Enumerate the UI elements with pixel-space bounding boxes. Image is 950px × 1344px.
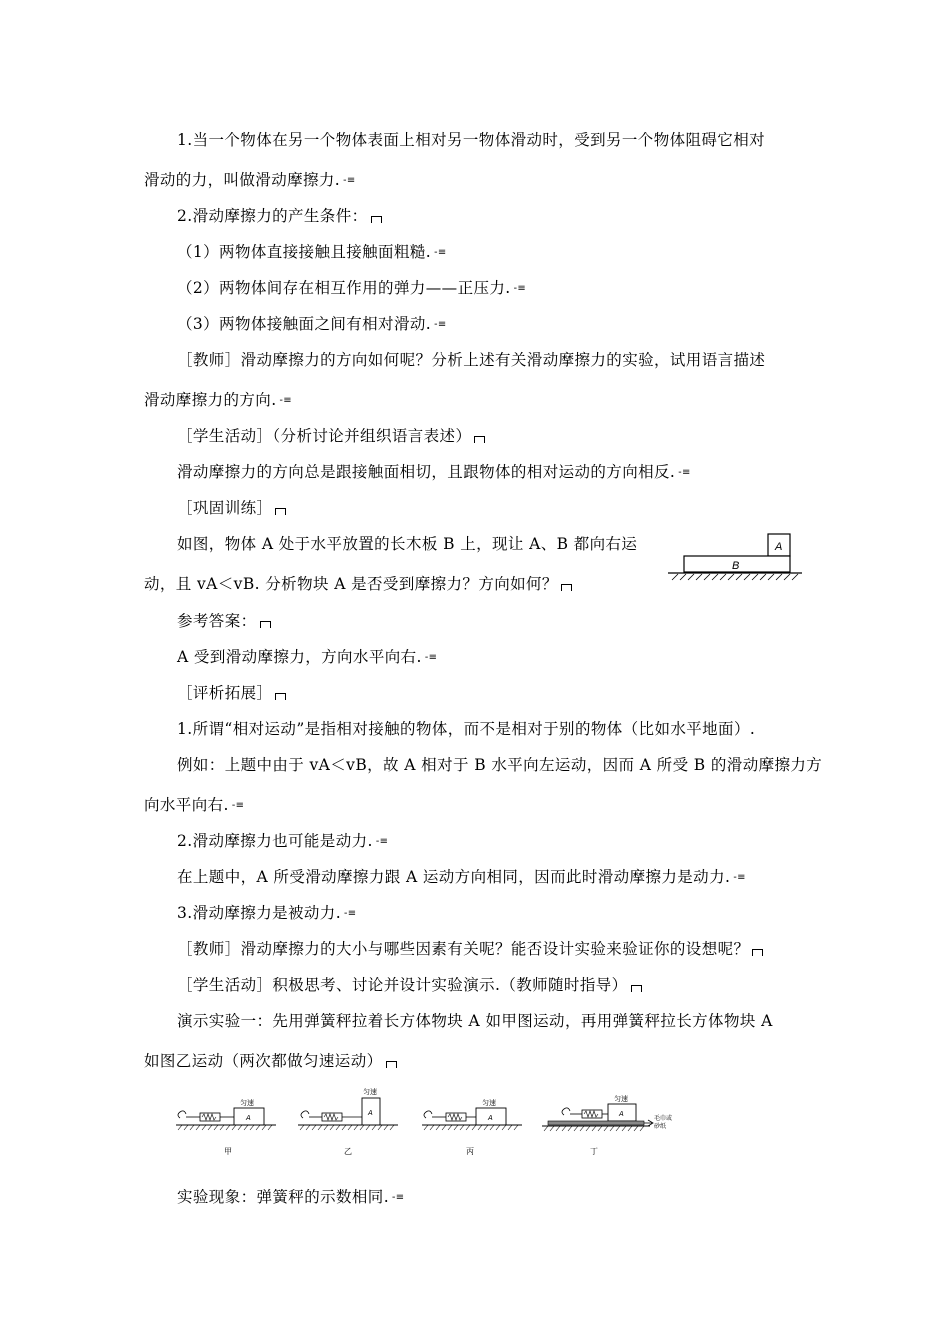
text-line-16: ［评析拓展］ xyxy=(177,683,286,703)
caption-ding: 丁 xyxy=(590,1147,598,1156)
text-line-2: 滑动的力，叫做滑动摩擦力. -≡ xyxy=(144,171,356,189)
board-b-label: B xyxy=(732,560,740,572)
text-line-27: 实验现象：弹簧秤的示数相同. -≡ xyxy=(177,1188,405,1206)
caption-yi: 乙 xyxy=(344,1147,352,1156)
text-line-13: 动，且 vA＜vB. 分析物块 A 是否受到摩擦力？方向如何？ xyxy=(144,574,572,594)
text-line-21: 在上题中，A 所受滑动摩擦力跟 A 运动方向相同，因而此时滑动摩擦力是动力. -≡ xyxy=(177,868,746,886)
experiment-yi xyxy=(298,1087,398,1156)
svg-text:A: A xyxy=(368,1110,373,1117)
text-line-5: （2）两物体间存在相互作用的弹力——正压力. -≡ xyxy=(177,279,527,297)
text-line-18: 例如：上题中由于 vA＜vB，故 A 相对于 B 水平向左运动，因而 A 所受 B 的滑动摩擦力方 xyxy=(177,756,823,774)
text-line-11: ［巩固训练］ xyxy=(177,498,286,518)
svg-text:毛巾或: 毛巾或 xyxy=(654,1116,673,1122)
caption-bing: 丙 xyxy=(466,1147,474,1156)
svg-text:A: A xyxy=(619,1111,624,1118)
text-line-23: ［教师］滑动摩擦力的大小与哪些因素有关呢？能否设计实验来验证你的设想呢？ xyxy=(177,939,763,959)
caption-jia: 甲 xyxy=(224,1147,232,1156)
svg-text:匀速: 匀速 xyxy=(363,1089,377,1096)
svg-text:匀速: 匀速 xyxy=(482,1100,496,1107)
text-line-8: 滑动摩擦力的方向. -≡ xyxy=(144,391,293,409)
svg-text:砂纸: 砂纸 xyxy=(654,1124,667,1130)
text-line-7: ［教师］滑动摩擦力的方向如何呢？分析上述有关滑动摩擦力的实验，试用语言描述 xyxy=(177,351,766,369)
text-line-20: 2.滑动摩擦力也可能是动力. -≡ xyxy=(177,832,389,850)
svg-text:A: A xyxy=(246,1115,251,1122)
text-line-9: ［学生活动］（分析讨论并组织语言表述） xyxy=(177,426,485,446)
svg-text:匀速: 匀速 xyxy=(614,1096,628,1103)
experiment-bing xyxy=(422,1098,522,1156)
figure-spring-scale-experiments xyxy=(176,1082,696,1164)
block-a-label: A xyxy=(775,541,783,553)
svg-text:A: A xyxy=(488,1115,493,1122)
text-line-10: 滑动摩擦力的方向总是跟接触面相切，且跟物体的相对运动的方向相反. -≡ xyxy=(177,463,691,481)
text-line-14: 参考答案： xyxy=(177,611,271,631)
text-line-22: 3.滑动摩擦力是被动力. -≡ xyxy=(177,904,357,922)
experiment-ding xyxy=(542,1094,672,1156)
text-line-17: 1.所谓“相对运动”是指相对接触的物体，而不是相对于别的物体（比如水平地面）. xyxy=(177,720,756,738)
text-line-24: ［学生活动］积极思考、讨论并设计实验演示.（教师随时指导） xyxy=(177,975,642,995)
svg-text:匀速: 匀速 xyxy=(240,1100,254,1107)
text-line-4: （1）两物体直接接触且接触面粗糙. -≡ xyxy=(177,243,447,261)
experiment-jia xyxy=(176,1098,276,1156)
text-line-1: 1.当一个物体在另一个物体表面上相对另一物体滑动时，受到另一个物体阻碍它相对 xyxy=(177,131,765,149)
text-line-6: （3）两物体接触面之间有相对滑动. -≡ xyxy=(177,315,447,333)
text-line-3: 2.滑动摩擦力的产生条件： xyxy=(177,206,382,226)
text-line-15: A 受到滑动摩擦力，方向水平向右. -≡ xyxy=(177,648,438,666)
figure-block-on-board xyxy=(668,532,808,590)
text-line-25: 演示实验一：先用弹簧秤拉着长方体物块 A 如甲图运动，再用弹簧秤拉长方体物块 A xyxy=(177,1012,773,1030)
text-line-19: 向水平向右. -≡ xyxy=(144,796,245,814)
text-line-12: 如图，物体 A 处于水平放置的长木板 B 上，现让 A、B 都向右运 xyxy=(177,535,638,553)
text-line-26: 如图乙运动（两次都做匀速运动） xyxy=(144,1051,397,1071)
